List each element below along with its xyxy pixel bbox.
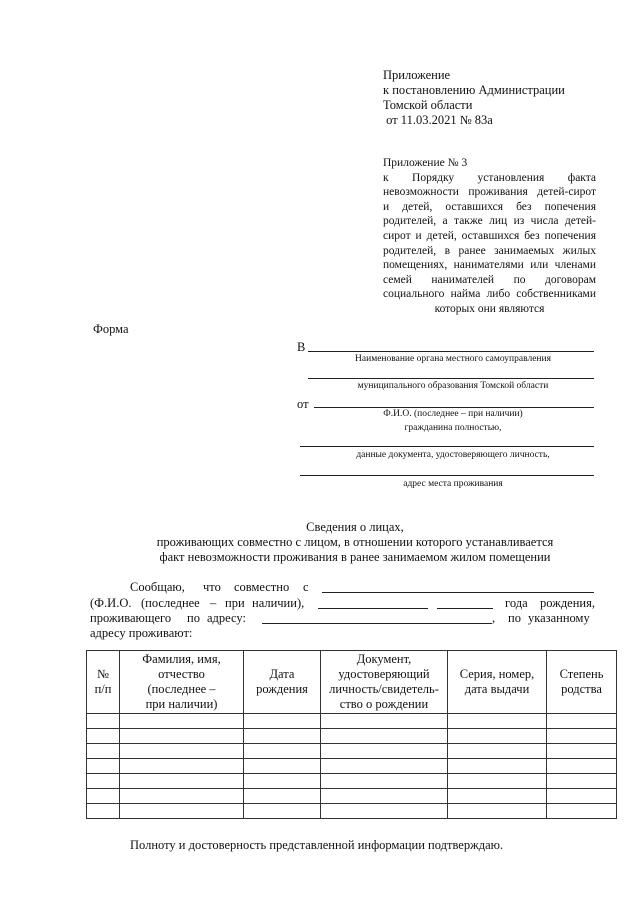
body-word: Сообщаю, (130, 580, 185, 594)
from-caption: гражданина полностью, (404, 423, 502, 433)
table-cell-series-number[interactable] (448, 804, 547, 819)
table-cell-kinship[interactable] (547, 804, 617, 819)
body-word: рождения, (540, 596, 595, 610)
table-cell-kinship[interactable] (547, 759, 617, 774)
table-cell-document[interactable] (321, 789, 448, 804)
table-cell-full-name[interactable] (120, 789, 244, 804)
person-name-field[interactable] (322, 592, 594, 593)
confirmation-text: Полноту и достоверность представленной информации подтверждаю. (130, 838, 504, 852)
birth-date-field[interactable] (318, 608, 428, 609)
appendix-line: родителей, а также лиц из числа детей- (383, 215, 596, 228)
table-cell-birth-date[interactable] (244, 714, 321, 729)
header-line: от 11.03.2021 № 83а (383, 113, 493, 127)
table-cell-kinship[interactable] (547, 744, 617, 759)
appendix-line: к Порядку установления факта (383, 171, 596, 184)
table-cell-document[interactable] (321, 804, 448, 819)
to-prefix: В (297, 340, 306, 354)
body-word: , (492, 611, 496, 625)
table-cell-series-number[interactable] (448, 789, 547, 804)
body-word: – (210, 596, 217, 610)
title-line: Сведения о лицах, (306, 520, 404, 534)
table-cell-document[interactable] (321, 714, 448, 729)
address-field-line[interactable] (300, 475, 594, 476)
table-cell-birth-date[interactable] (244, 789, 321, 804)
table-cell-full-name[interactable] (120, 729, 244, 744)
table-cell-full-name[interactable] (120, 804, 244, 819)
table-row (87, 744, 617, 759)
table-cell-series-number[interactable] (448, 744, 547, 759)
appendix-line: семей нанимателей по договорам (383, 273, 596, 286)
body-word: по (187, 611, 200, 625)
table-cell-number[interactable] (87, 744, 120, 759)
appendix-block (383, 156, 596, 317)
table-cell-kinship[interactable] (547, 714, 617, 729)
persons-table-body (87, 714, 617, 819)
table-cell-full-name[interactable] (120, 744, 244, 759)
body-word: совместно (234, 580, 290, 594)
table-cell-kinship[interactable] (547, 774, 617, 789)
header-block (383, 68, 603, 128)
column-header-birth-date: Дата рождения (244, 651, 321, 714)
doc-caption: данные документа, удостоверяющего личность, (356, 450, 550, 460)
appendix-title: Приложение № 3 (383, 157, 468, 169)
title-line: факт невозможности проживания в ранее занимаемом жилом помещении (159, 550, 551, 564)
table-cell-document[interactable] (321, 744, 448, 759)
body-word: года (505, 596, 528, 610)
column-header-series-number: Серия, номер, дата выдачи (448, 651, 547, 714)
table-cell-series-number[interactable] (448, 774, 547, 789)
appendix-line: родителей, в ранее занимаемых жилых (383, 244, 596, 257)
table-cell-birth-date[interactable] (244, 759, 321, 774)
persons-table (86, 650, 617, 819)
to-caption: муниципального образования Томской области (357, 381, 549, 391)
body-word: по (508, 611, 521, 625)
doc-field-line[interactable] (300, 446, 594, 447)
table-row (87, 759, 617, 774)
body-word: при (225, 596, 245, 610)
table-cell-birth-date[interactable] (244, 729, 321, 744)
table-cell-birth-date[interactable] (244, 744, 321, 759)
body-word: (последнее (141, 596, 200, 610)
to-field-line[interactable] (308, 351, 594, 352)
table-cell-series-number[interactable] (448, 714, 547, 729)
table-cell-kinship[interactable] (547, 789, 617, 804)
column-header-document: Документ, удостоверяющий личность/свидетель- ство о рождении (321, 651, 448, 714)
table-cell-document[interactable] (321, 759, 448, 774)
from-prefix: от (297, 397, 309, 411)
column-header-kinship: Степень родства (547, 651, 617, 714)
address-field[interactable] (262, 623, 492, 624)
appendix-line: сирот и детей, оставшихся без попечения (383, 229, 596, 242)
body-word: с (303, 580, 309, 594)
header-line: Приложение (383, 68, 451, 82)
table-cell-number[interactable] (87, 729, 120, 744)
appendix-line: социального найма либо собственниками (383, 288, 596, 301)
table-cell-birth-date[interactable] (244, 774, 321, 789)
body-word: наличии), (252, 596, 305, 610)
table-cell-number[interactable] (87, 804, 120, 819)
table-cell-full-name[interactable] (120, 774, 244, 789)
table-cell-full-name[interactable] (120, 714, 244, 729)
table-row (87, 774, 617, 789)
appendix-line: помещениях, нанимателями или членами (383, 259, 596, 272)
table-header-row (87, 651, 617, 714)
column-header-number: № п/п (87, 651, 120, 714)
table-row (87, 789, 617, 804)
body-line: адресу проживают: (90, 626, 193, 640)
appendix-line: и детей, оставшихся без попечения (383, 200, 596, 213)
body-word: указанному (528, 611, 590, 625)
header-line: Томской области (383, 98, 473, 112)
header-line: к постановлению Администрации (383, 83, 565, 97)
from-field-line[interactable] (314, 407, 594, 408)
table-cell-number[interactable] (87, 774, 120, 789)
table-cell-number[interactable] (87, 759, 120, 774)
body-word: адресу: (207, 611, 246, 625)
table-cell-document[interactable] (321, 729, 448, 744)
title-line: проживающих совместно с лицом, в отношении которого устанавливается (156, 535, 554, 549)
body-word: что (203, 580, 221, 594)
table-row (87, 804, 617, 819)
to-field-line-2[interactable] (308, 378, 594, 379)
table-row (87, 714, 617, 729)
to-caption: Наименование органа местного самоуправления (355, 354, 551, 364)
appendix-line: невозможности проживания детей-сирот (383, 186, 596, 199)
form-label: Форма (93, 322, 129, 336)
table-cell-birth-date[interactable] (244, 804, 321, 819)
table-cell-series-number[interactable] (448, 759, 547, 774)
table-cell-document[interactable] (321, 774, 448, 789)
body-word: проживающего (90, 611, 172, 625)
from-caption: Ф.И.О. (последнее – при наличии) (383, 409, 523, 419)
table-cell-number[interactable] (87, 714, 120, 729)
address-caption: адрес места проживания (403, 479, 503, 489)
table-cell-series-number[interactable] (448, 729, 547, 744)
column-header-full-name: Фамилия, имя, отчество (последнее – при наличии) (120, 651, 244, 714)
body-word: (Ф.И.О. (90, 596, 132, 610)
appendix-line: которых они являются (434, 302, 545, 315)
document-title (80, 520, 630, 565)
table-cell-full-name[interactable] (120, 759, 244, 774)
table-cell-kinship[interactable] (547, 729, 617, 744)
table-cell-number[interactable] (87, 789, 120, 804)
birth-year-field[interactable] (437, 608, 493, 609)
table-row (87, 729, 617, 744)
